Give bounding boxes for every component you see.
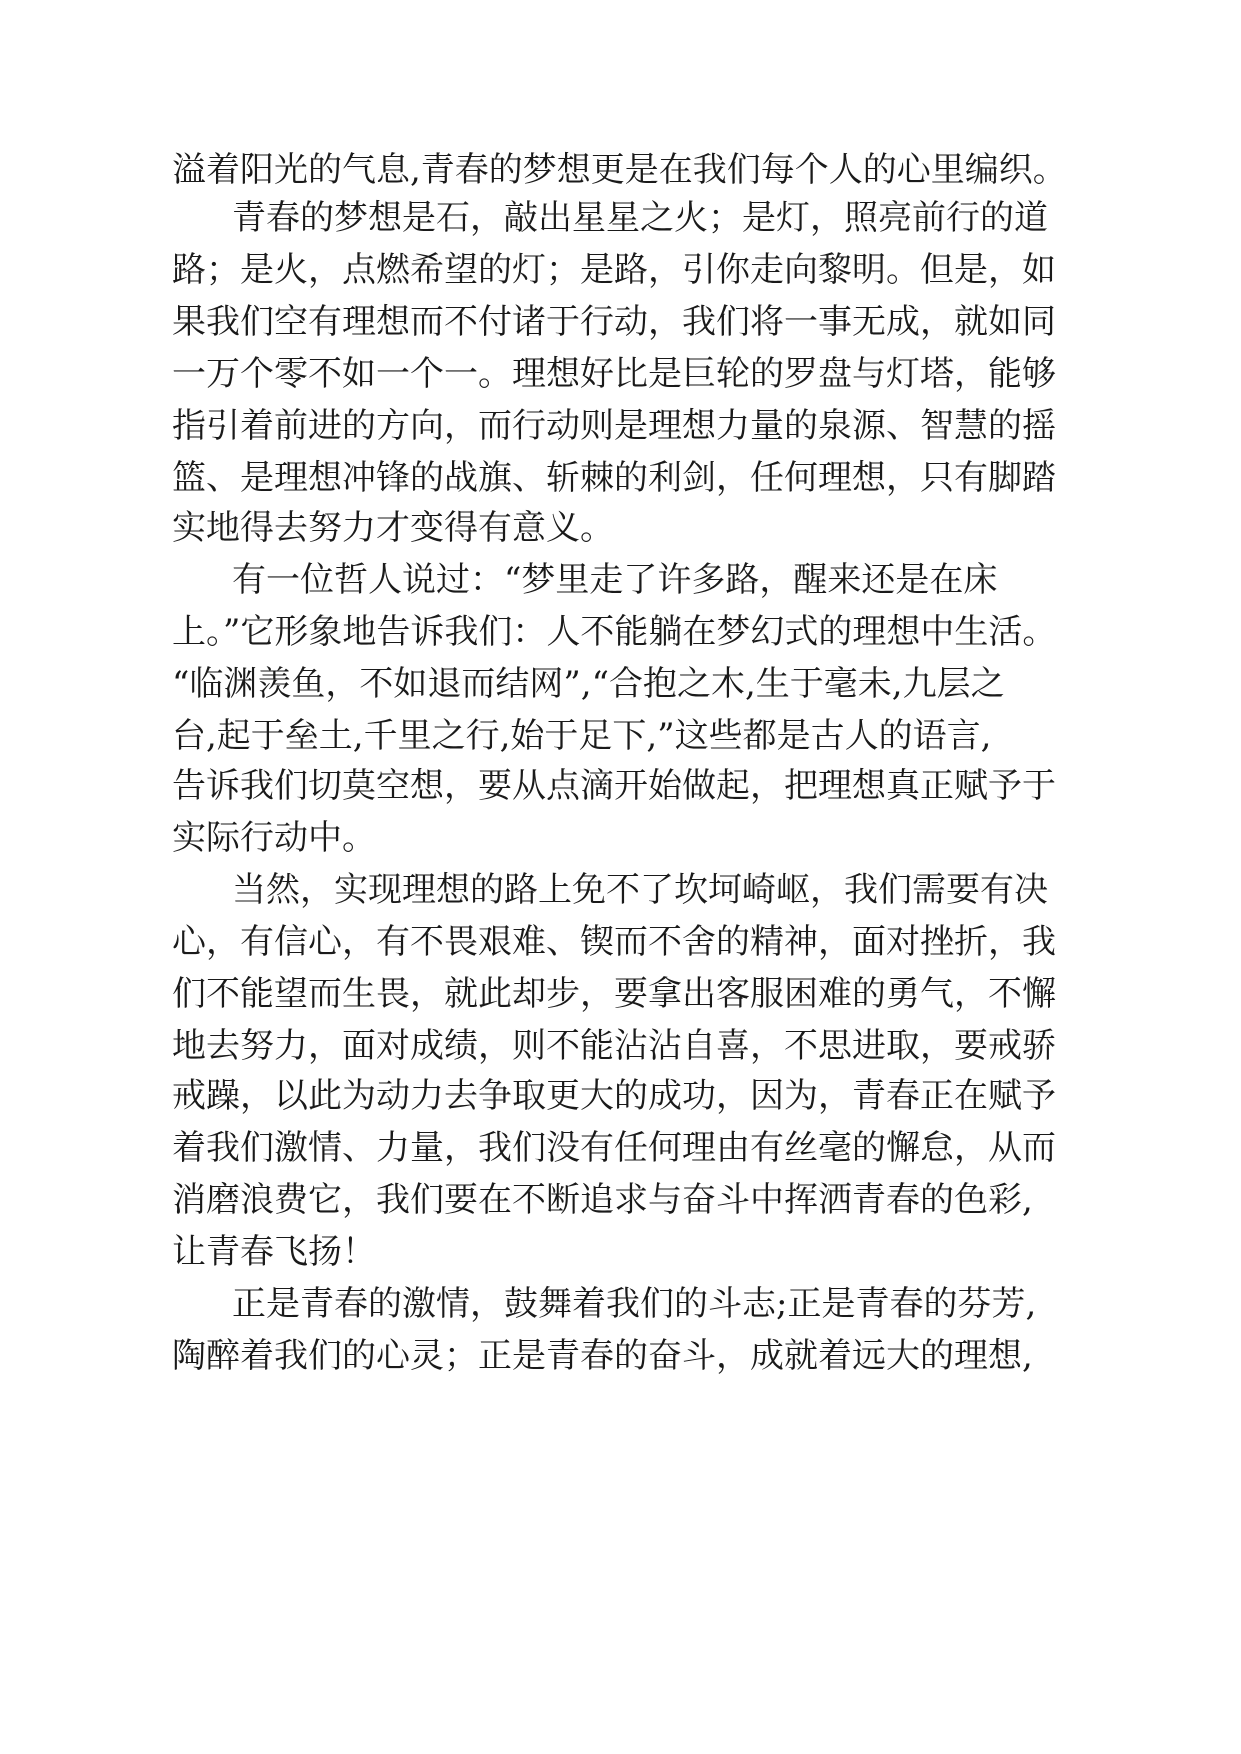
- text-line: 让青春飞扬！: [172, 1232, 376, 1272]
- text-line: 们不能望而生畏，就此却步，要拿出客服困难的勇气，不懈: [172, 974, 1056, 1014]
- text-line: 台,起于垒土,千里之行,始于足下,”这些都是古人的语言,: [172, 716, 992, 756]
- text-line: 一万个零不如一个一。理想好比是巨轮的罗盘与灯塔，能够: [172, 354, 1056, 394]
- text-line: 陶醉着我们的心灵；正是青春的奋斗，成就着远大的理想,: [172, 1336, 1033, 1376]
- text-line: 上。”它形象地告诉我们：人不能躺在梦幻式的理想中生活。: [172, 612, 1057, 652]
- paragraph-start-line: 有一位哲人说过：“梦里走了许多路，醒来还是在床: [232, 560, 998, 600]
- text-line: 实际行动中。: [172, 818, 376, 858]
- text-line: 心，有信心，有不畏艰难、锲而不舍的精神，面对挫折，我: [172, 922, 1056, 962]
- text-line: 地去努力，面对成绩，则不能沾沾自喜，不思进取，要戒骄: [172, 1026, 1056, 1066]
- text-line: 戒躁，以此为动力去争取更大的成功，因为，青春正在赋予: [172, 1076, 1056, 1116]
- text-line: 着我们激情、力量，我们没有任何理由有丝毫的懈怠，从而: [172, 1128, 1056, 1168]
- text-line: 告诉我们切莫空想，要从点滴开始做起，把理想真正赋予于: [172, 766, 1056, 806]
- text-line: 果我们空有理想而不付诸于行动，我们将一事无成，就如同: [172, 302, 1056, 342]
- paragraph-start-line: 正是青春的激情，鼓舞着我们的斗志;正是青春的芬芳,: [232, 1284, 1037, 1324]
- text-line: “临渊羡鱼，不如退而结网”,“合抱之木,生于毫未,九层之: [172, 664, 1005, 704]
- paragraph-start-line: 当然，实现理想的路上免不了坎坷崎岖，我们需要有决: [232, 870, 1048, 910]
- text-line: 消磨浪费它，我们要在不断追求与奋斗中挥洒青春的色彩,: [172, 1180, 1033, 1220]
- text-line: 路；是火，点燃希望的灯；是路，引你走向黎明。但是，如: [172, 250, 1056, 290]
- text-line: 溢着阳光的气息,青春的梦想更是在我们每个人的心里编织。: [172, 150, 1067, 190]
- text-line: 实地得去努力才变得有意义。: [172, 508, 614, 548]
- paragraph-start-line: 青春的梦想是石，敲出星星之火；是灯，照亮前行的道: [232, 198, 1048, 238]
- text-line: 篮、是理想冲锋的战旗、斩棘的利剑，任何理想，只有脚踏: [172, 458, 1056, 498]
- text-line: 指引着前进的方向，而行动则是理想力量的泉源、智慧的摇: [172, 406, 1056, 446]
